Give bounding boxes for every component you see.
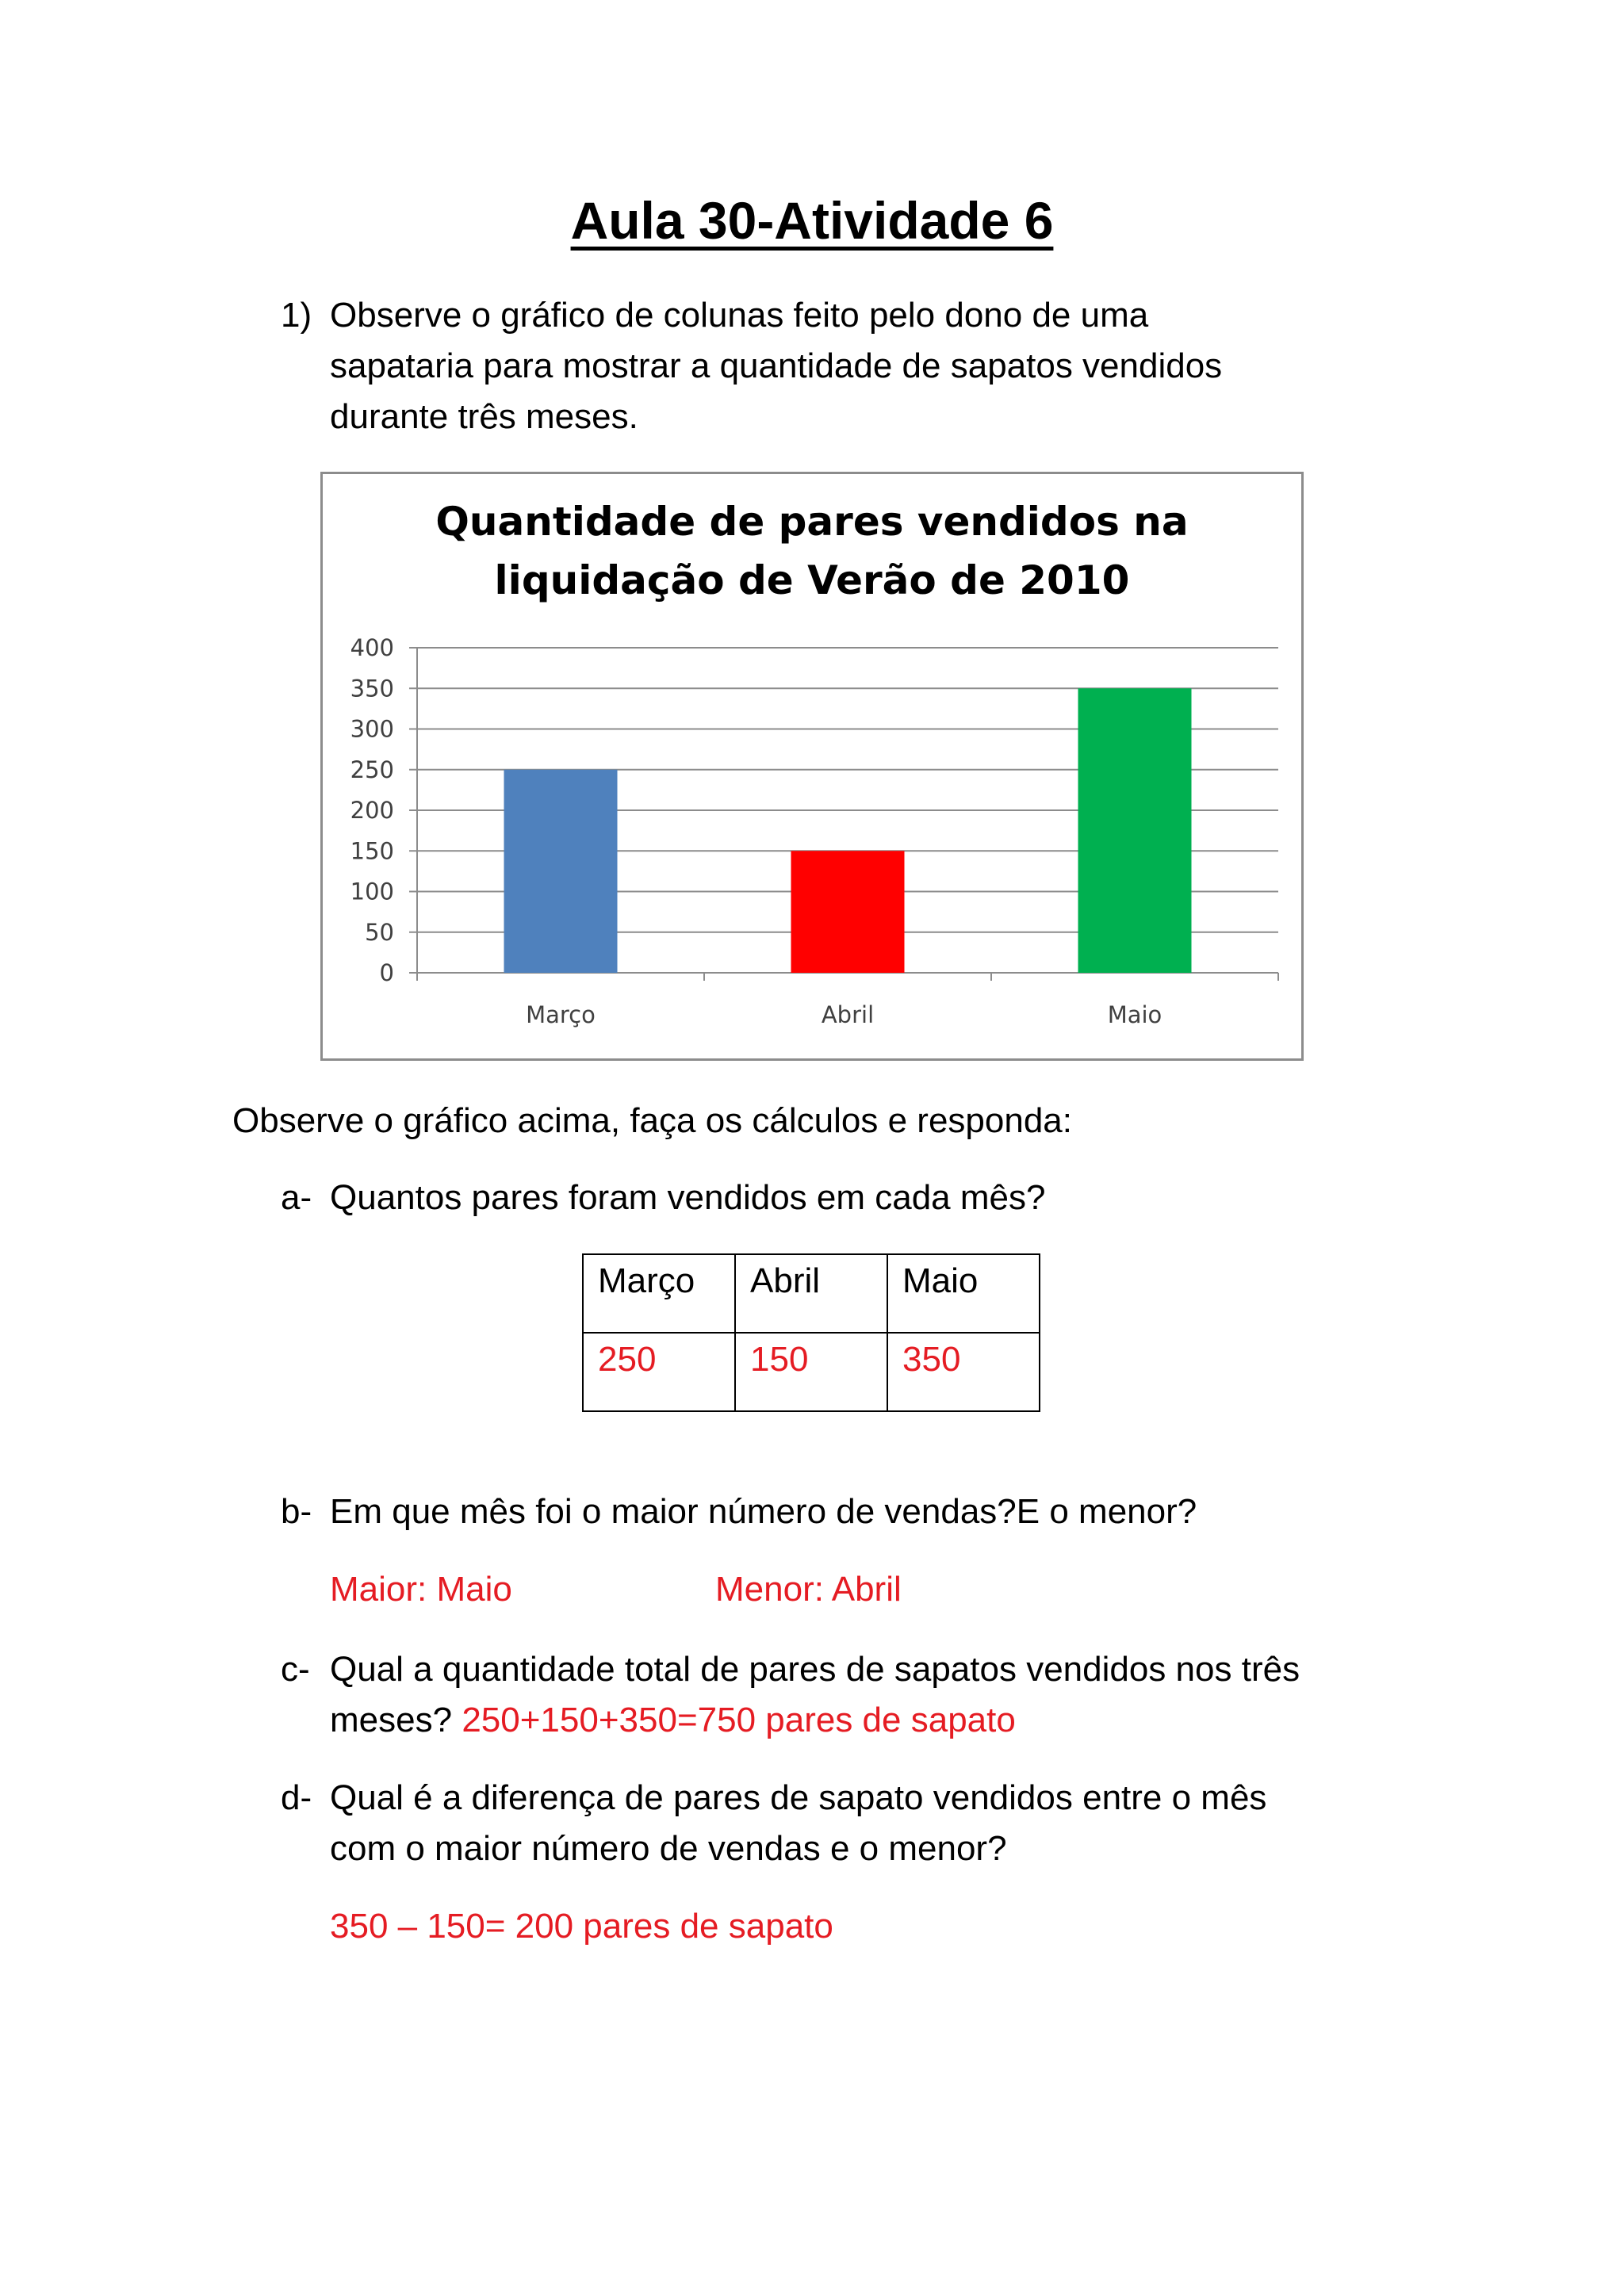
item-b-answer-min: Menor: Abril	[715, 1570, 902, 1609]
chart-title-line: Quantidade de pares vendidos na	[435, 499, 1189, 545]
x-tick-label: Maio	[1107, 1001, 1162, 1028]
item-b-answer-max: Maior: Maio	[330, 1570, 512, 1609]
item-b-marker: b-	[281, 1492, 312, 1531]
item-c-question-line2	[330, 1695, 1016, 1746]
y-tick-label: 400	[350, 634, 394, 661]
item-c-answer: 250+150+350=750 pares de sapato	[462, 1701, 1016, 1739]
question-1-line: sapataria para mostrar a quantidade de sapatos vendidos	[330, 346, 1223, 385]
chart-canvas	[323, 474, 1301, 1058]
y-tick-label: 50	[365, 918, 394, 946]
question-1-line: durante três meses.	[330, 397, 638, 436]
instruction-text: Observe o gráfico acima, faça os cálculos e responda:	[232, 1101, 1072, 1140]
table-value-cell: 250	[583, 1333, 735, 1411]
question-number: 1)	[281, 296, 312, 335]
item-b-question: Em que mês foi o maior número de vendas?E o menor?	[330, 1492, 1197, 1531]
table-header-cell: Março	[583, 1254, 735, 1333]
item-c-marker: c-	[281, 1650, 310, 1689]
y-tick-label: 100	[350, 878, 394, 905]
table-header-cell: Maio	[887, 1254, 1040, 1333]
item-d-question-line1: Qual é a diferença de pares de sapato vendidos entre o mês	[330, 1778, 1267, 1817]
table-header-cell: Abril	[735, 1254, 887, 1333]
item-d-question-line2: com o maior número de vendas e o menor?	[330, 1829, 1007, 1868]
x-tick-label: Março	[526, 1001, 596, 1028]
table-header-row	[583, 1254, 1040, 1333]
question-1-text	[330, 290, 1377, 442]
chart-title-line: liquidação de Verão de 2010	[494, 557, 1130, 603]
y-tick-label: 200	[350, 797, 394, 824]
x-tick-label: Abril	[821, 1001, 875, 1028]
table-value-row	[583, 1333, 1040, 1411]
item-c-question-tail: meses?	[330, 1701, 453, 1739]
table-value-cell: 150	[735, 1333, 887, 1411]
item-c-question-line1: Qual a quantidade total de pares de sapatos vendidos nos três	[330, 1650, 1300, 1689]
bar-maio	[1078, 688, 1192, 973]
bar-abril	[791, 851, 905, 973]
item-a-question: Quantos pares foram vendidos em cada mês?	[330, 1178, 1046, 1217]
bar-maro	[504, 770, 618, 973]
item-d-marker: d-	[281, 1778, 312, 1817]
sales-table	[582, 1253, 1040, 1412]
question-1-line: Observe o gráfico de colunas feito pelo dono de uma	[330, 296, 1149, 335]
y-tick-label: 350	[350, 675, 394, 702]
item-a-marker: a-	[281, 1178, 312, 1217]
y-tick-label: 0	[379, 959, 394, 986]
item-d-answer: 350 – 150= 200 pares de sapato	[330, 1907, 833, 1946]
y-tick-label: 300	[350, 715, 394, 743]
y-tick-label: 250	[350, 756, 394, 783]
page-title: Aula 30-Atividade 6	[570, 191, 1054, 250]
bar-chart	[320, 472, 1304, 1061]
table-value-cell: 350	[887, 1333, 1040, 1411]
y-tick-label: 150	[350, 837, 394, 865]
